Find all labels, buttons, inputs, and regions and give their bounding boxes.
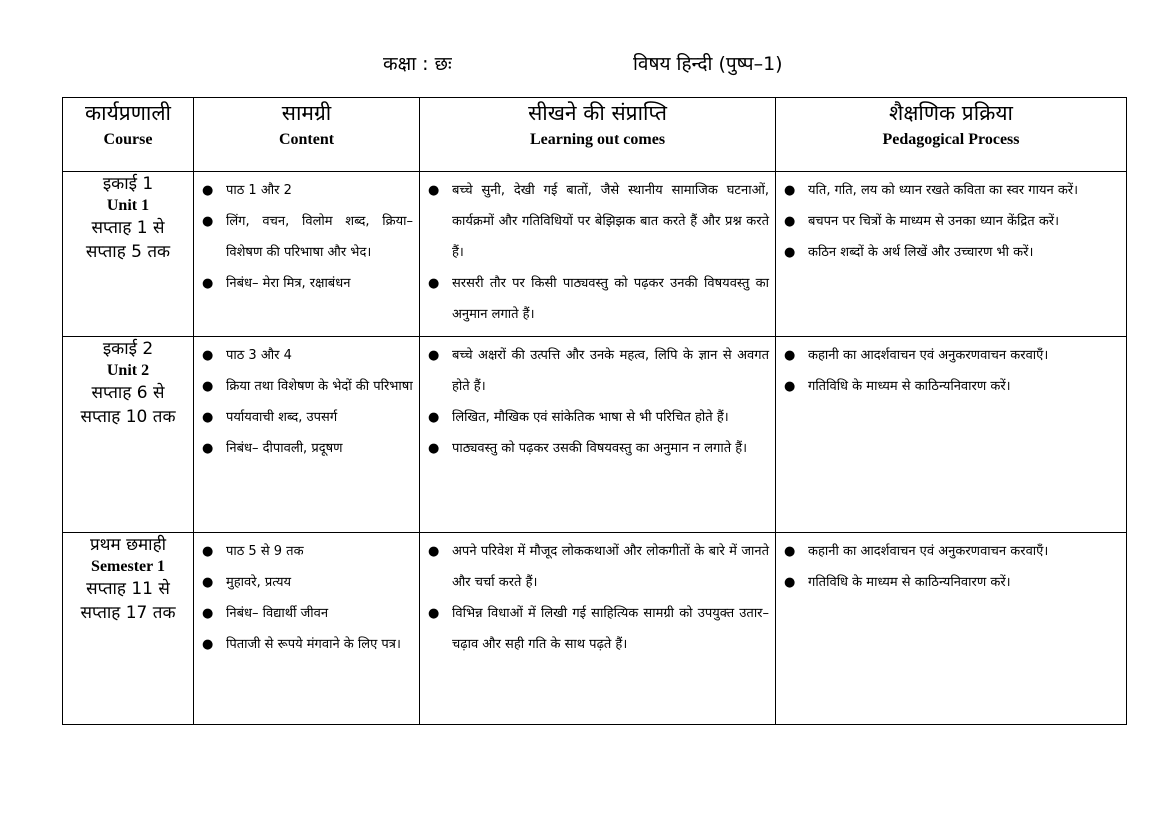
list-item-text: गतिविधि के माध्यम से काठिन्यनिवारण करें।	[808, 379, 1011, 394]
header-pedagogy-english: Pedagogical Process	[882, 131, 1020, 148]
table-header-row	[63, 98, 1127, 172]
list-item	[202, 567, 413, 598]
list-item	[202, 433, 413, 464]
subject-label: विषय हिन्दी (पुष्प–1)	[633, 53, 783, 75]
unit-week-from: सप्ताह 11 से	[86, 579, 170, 599]
list-item	[202, 340, 413, 371]
list-item-text: बचपन पर चित्रों के माध्यम से उनका ध्यान केंद्रित करें।	[808, 214, 1060, 229]
list-item-text: पिताजी से रूपये मंगवाने के लिए पत्र।	[226, 637, 401, 652]
list-item-text: मुहावरे, प्रत्यय	[226, 575, 292, 590]
list-item-text: गतिविधि के माध्यम से काठिन्यनिवारण करें।	[808, 575, 1011, 590]
list-item	[202, 268, 413, 299]
list-item	[202, 536, 413, 567]
table-row	[63, 172, 1127, 337]
pedagogy-cell	[776, 172, 1127, 337]
bullet-icon: ●	[784, 348, 796, 363]
bullet-icon: ●	[202, 183, 214, 198]
unit-english-name: Unit 1	[106, 197, 150, 214]
list-item-text: अपने परिवेश में मौजूद लोककथाओं और लोकगीतों के बारे में जानते और चर्चा करते हैं।	[452, 544, 769, 590]
header-pedagogy-hindi: शैक्षणिक प्रक्रिया	[889, 101, 1013, 125]
bullet-icon: ●	[202, 410, 214, 425]
list-item	[428, 598, 769, 660]
syllabus-table	[62, 97, 1127, 725]
bullet-icon: ●	[202, 214, 214, 229]
bullet-icon: ●	[428, 544, 440, 559]
list-item	[202, 175, 413, 206]
list-item-text: पाठ्यवस्तु को पढ़कर उसकी विषयवस्तु का अनुमान न लगाते हैं।	[452, 441, 748, 456]
list-item	[202, 402, 413, 433]
header-content	[194, 98, 420, 172]
unit-english-name: Semester 1	[91, 558, 165, 575]
header-course	[63, 98, 194, 172]
list-item	[428, 340, 769, 402]
list-item	[784, 340, 1120, 371]
content-cell	[194, 337, 420, 533]
list-item-text: कहानी का आदर्शवाचन एवं अनुकरणवाचन करवाएँ।	[808, 348, 1049, 363]
header-outcomes-hindi: सीखने की संप्राप्ति	[528, 101, 667, 125]
list-item	[784, 536, 1120, 567]
list-item	[784, 237, 1120, 268]
list-item-text: निबंध– विद्यार्थी जीवन	[226, 606, 329, 621]
bullet-icon: ●	[202, 637, 214, 652]
header-course-hindi: कार्यप्रणाली	[85, 101, 171, 125]
list-item-text: कहानी का आदर्शवाचन एवं अनुकरणवाचन करवाएँ।	[808, 544, 1049, 559]
list-item	[784, 175, 1120, 206]
list-item	[202, 206, 413, 268]
outcomes-cell	[420, 337, 776, 533]
list-item-text: निबंध– दीपावली, प्रदूषण	[226, 441, 343, 456]
content-cell	[194, 172, 420, 337]
unit-hindi-name: इकाई 2	[102, 339, 154, 359]
list-item-text: पाठ 1 और 2	[226, 183, 292, 198]
list-item-text: बच्चे अक्षरों की उत्पत्ति और उनके महत्व, लिपि के ज्ञान से अवगत होते हैं।	[452, 348, 769, 394]
bullet-icon: ●	[202, 441, 214, 456]
bullet-icon: ●	[428, 606, 440, 621]
list-item	[428, 175, 769, 268]
bullet-icon: ●	[428, 410, 440, 425]
outcomes-cell	[420, 533, 776, 725]
document-title	[0, 50, 1169, 80]
bullet-icon: ●	[202, 544, 214, 559]
bullet-icon: ●	[784, 183, 796, 198]
content-cell	[194, 533, 420, 725]
class-label: कक्षा : छः	[383, 53, 452, 75]
bullet-icon: ●	[784, 379, 796, 394]
unit-cell	[63, 533, 194, 725]
bullet-icon: ●	[202, 379, 214, 394]
list-item	[784, 206, 1120, 237]
header-outcomes-english: Learning out comes	[529, 131, 666, 148]
bullet-icon: ●	[784, 544, 796, 559]
list-item-text: पाठ 5 से 9 तक	[226, 544, 304, 559]
bullet-icon: ●	[202, 606, 214, 621]
unit-week-from: सप्ताह 6 से	[91, 383, 165, 403]
list-item-text: यति, गति, लय को ध्यान रखते कविता का स्वर गायन करें।	[808, 183, 1079, 198]
unit-english-name: Unit 2	[106, 362, 150, 379]
list-item	[784, 567, 1120, 598]
list-item-text: लिंग, वचन, विलोम शब्द, क्रिया–विशेषण की परिभाषा और भेद।	[226, 214, 413, 260]
pedagogy-cell	[776, 337, 1127, 533]
list-item-text: सरसरी तौर पर किसी पाठ्यवस्तु को पढ़कर उनकी विषयवस्तु का अनुमान लगाते हैं।	[452, 276, 769, 322]
unit-hindi-name: इकाई 1	[102, 174, 154, 194]
bullet-icon: ●	[428, 276, 440, 291]
unit-week-to: सप्ताह 17 तक	[80, 603, 176, 623]
bullet-icon: ●	[784, 575, 796, 590]
list-item-text: बच्चे सुनी, देखी गई बातों, जैसे स्थानीय सामाजिक घटनाओं, कार्यक्रमों और गतिविधियों पर बेझिझक बात करते हैं और प्रश्न करते हैं।	[452, 183, 769, 260]
pedagogy-cell	[776, 533, 1127, 725]
bullet-icon: ●	[202, 348, 214, 363]
list-item-text: विभिन्न विधाओं में लिखी गई साहित्यिक सामग्री को उपयुक्त उतार–चढ़ाव और सही गति के साथ पढ़ते हैं।	[452, 606, 769, 652]
list-item-text: पर्यायवाची शब्द, उपसर्ग	[226, 410, 338, 425]
list-item	[202, 371, 413, 402]
list-item	[202, 598, 413, 629]
bullet-icon: ●	[428, 441, 440, 456]
list-item	[202, 629, 413, 660]
list-item	[784, 371, 1120, 402]
list-item-text: कठिन शब्दों के अर्थ लिखें और उच्चारण भी करें।	[808, 245, 1034, 260]
unit-cell	[63, 172, 194, 337]
header-course-english: Course	[103, 131, 153, 148]
table-row	[63, 533, 1127, 725]
list-item	[428, 433, 769, 464]
list-item	[428, 268, 769, 330]
list-item-text: लिखित, मौखिक एवं सांकेतिक भाषा से भी परिचित होते हैं।	[452, 410, 729, 425]
bullet-icon: ●	[428, 348, 440, 363]
unit-week-to: सप्ताह 10 तक	[80, 407, 176, 427]
list-item-text: पाठ 3 और 4	[226, 348, 292, 363]
unit-hindi-name: प्रथम छमाही	[89, 535, 167, 555]
bullet-icon: ●	[202, 276, 214, 291]
bullet-icon: ●	[784, 214, 796, 229]
bullet-icon: ●	[428, 183, 440, 198]
unit-week-to: सप्ताह 5 तक	[85, 242, 171, 262]
unit-week-from: सप्ताह 1 से	[91, 218, 165, 238]
header-content-hindi: सामग्री	[281, 101, 332, 125]
unit-cell	[63, 337, 194, 533]
header-pedagogy	[776, 98, 1127, 172]
list-item	[428, 536, 769, 598]
header-outcomes	[420, 98, 776, 172]
table-row	[63, 337, 1127, 533]
bullet-icon: ●	[202, 575, 214, 590]
header-content-english: Content	[278, 131, 335, 148]
list-item-text: निबंध– मेरा मित्र, रक्षाबंधन	[226, 276, 351, 291]
list-item	[428, 402, 769, 433]
outcomes-cell	[420, 172, 776, 337]
bullet-icon: ●	[784, 245, 796, 260]
list-item-text: क्रिया तथा विशेषण के भेदों की परिभाषा	[226, 379, 413, 394]
